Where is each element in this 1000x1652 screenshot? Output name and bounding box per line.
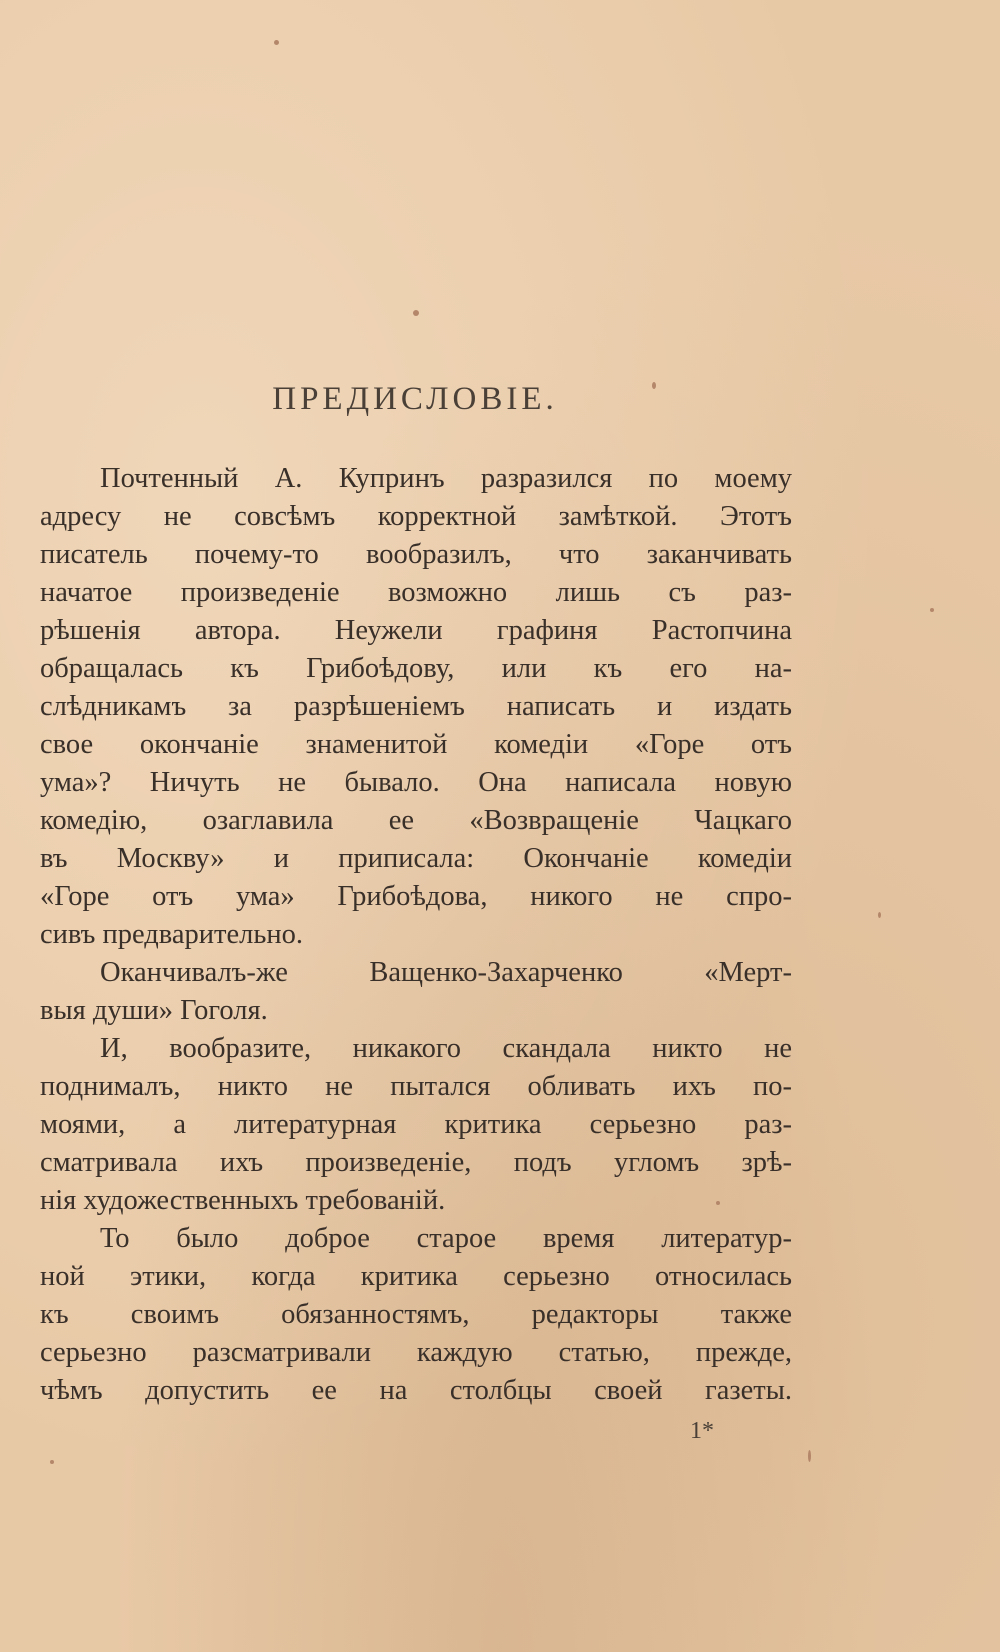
text-line: писатель почему-то вообразилъ, что заканчивать [40,539,792,570]
text-line: поднималъ, никто не пытался обливать ихъ по- [40,1071,792,1102]
text-line: слѣдникамъ за разрѣшеніемъ написать и издать [40,691,792,722]
text-line: выя души» Гоголя. [40,995,268,1026]
text-line: чѣмъ допустить ее на столбцы своей газеты. [40,1375,792,1406]
text-line: начатое произведеніе возможно лишь съ раз- [40,577,792,608]
body-text [40,460,792,1410]
text-line: ной этики, когда критика серьезно относилась [40,1261,792,1292]
paper-speck [50,1460,54,1464]
text-line: сматривала ихъ произведеніе, подъ угломъ зрѣ- [40,1147,792,1178]
text-line: сивъ предварительно. [40,919,303,950]
text-line: адресу не совсѣмъ корректной замѣткой. Этотъ [40,501,792,532]
text-line: комедію, озаглавила ее «Возвращеніе Чацкаго [40,805,792,836]
text-line: ума»? Ничуть не бывало. Она написала новую [40,767,792,798]
text-line: серьезно разсматривали каждую статью, прежде, [40,1337,792,1368]
paper-speck [808,1450,811,1462]
text-line: моями, а литературная критика серьезно раз- [40,1109,792,1140]
text-line: И, вообразите, никакого скандала никто не [100,1033,792,1064]
paper-speck [878,912,881,918]
text-line: рѣшенія автора. Неужели графиня Растопчина [40,615,792,646]
paper-speck [930,608,934,612]
text-line: То было доброе старое время литератур- [100,1223,792,1254]
text-line: Оканчивалъ-же Ващенко-Захарченко «Мерт- [100,957,792,988]
paper-speck [274,40,279,45]
text-line: «Горе отъ ума» Грибоѣдова, никого не спро- [40,881,792,912]
text-line: нія художественныхъ требованій. [40,1185,446,1216]
page-title: ПРЕДИСЛОВІЕ. [272,381,558,417]
text-line: къ своимъ обязанностямъ, редакторы также [40,1299,792,1330]
text-line: Почтенный А. Купринъ разразился по моему [100,463,792,494]
text-line: обращалась къ Грибоѣдову, или къ его на- [40,653,792,684]
text-line: въ Москву» и приписала: Окончаніе комедіи [40,843,792,874]
page-number: 1* [690,1418,714,1444]
paper-speck [413,310,419,316]
text-line: свое окончаніе знаменитой комедіи «Горе отъ [40,729,792,760]
